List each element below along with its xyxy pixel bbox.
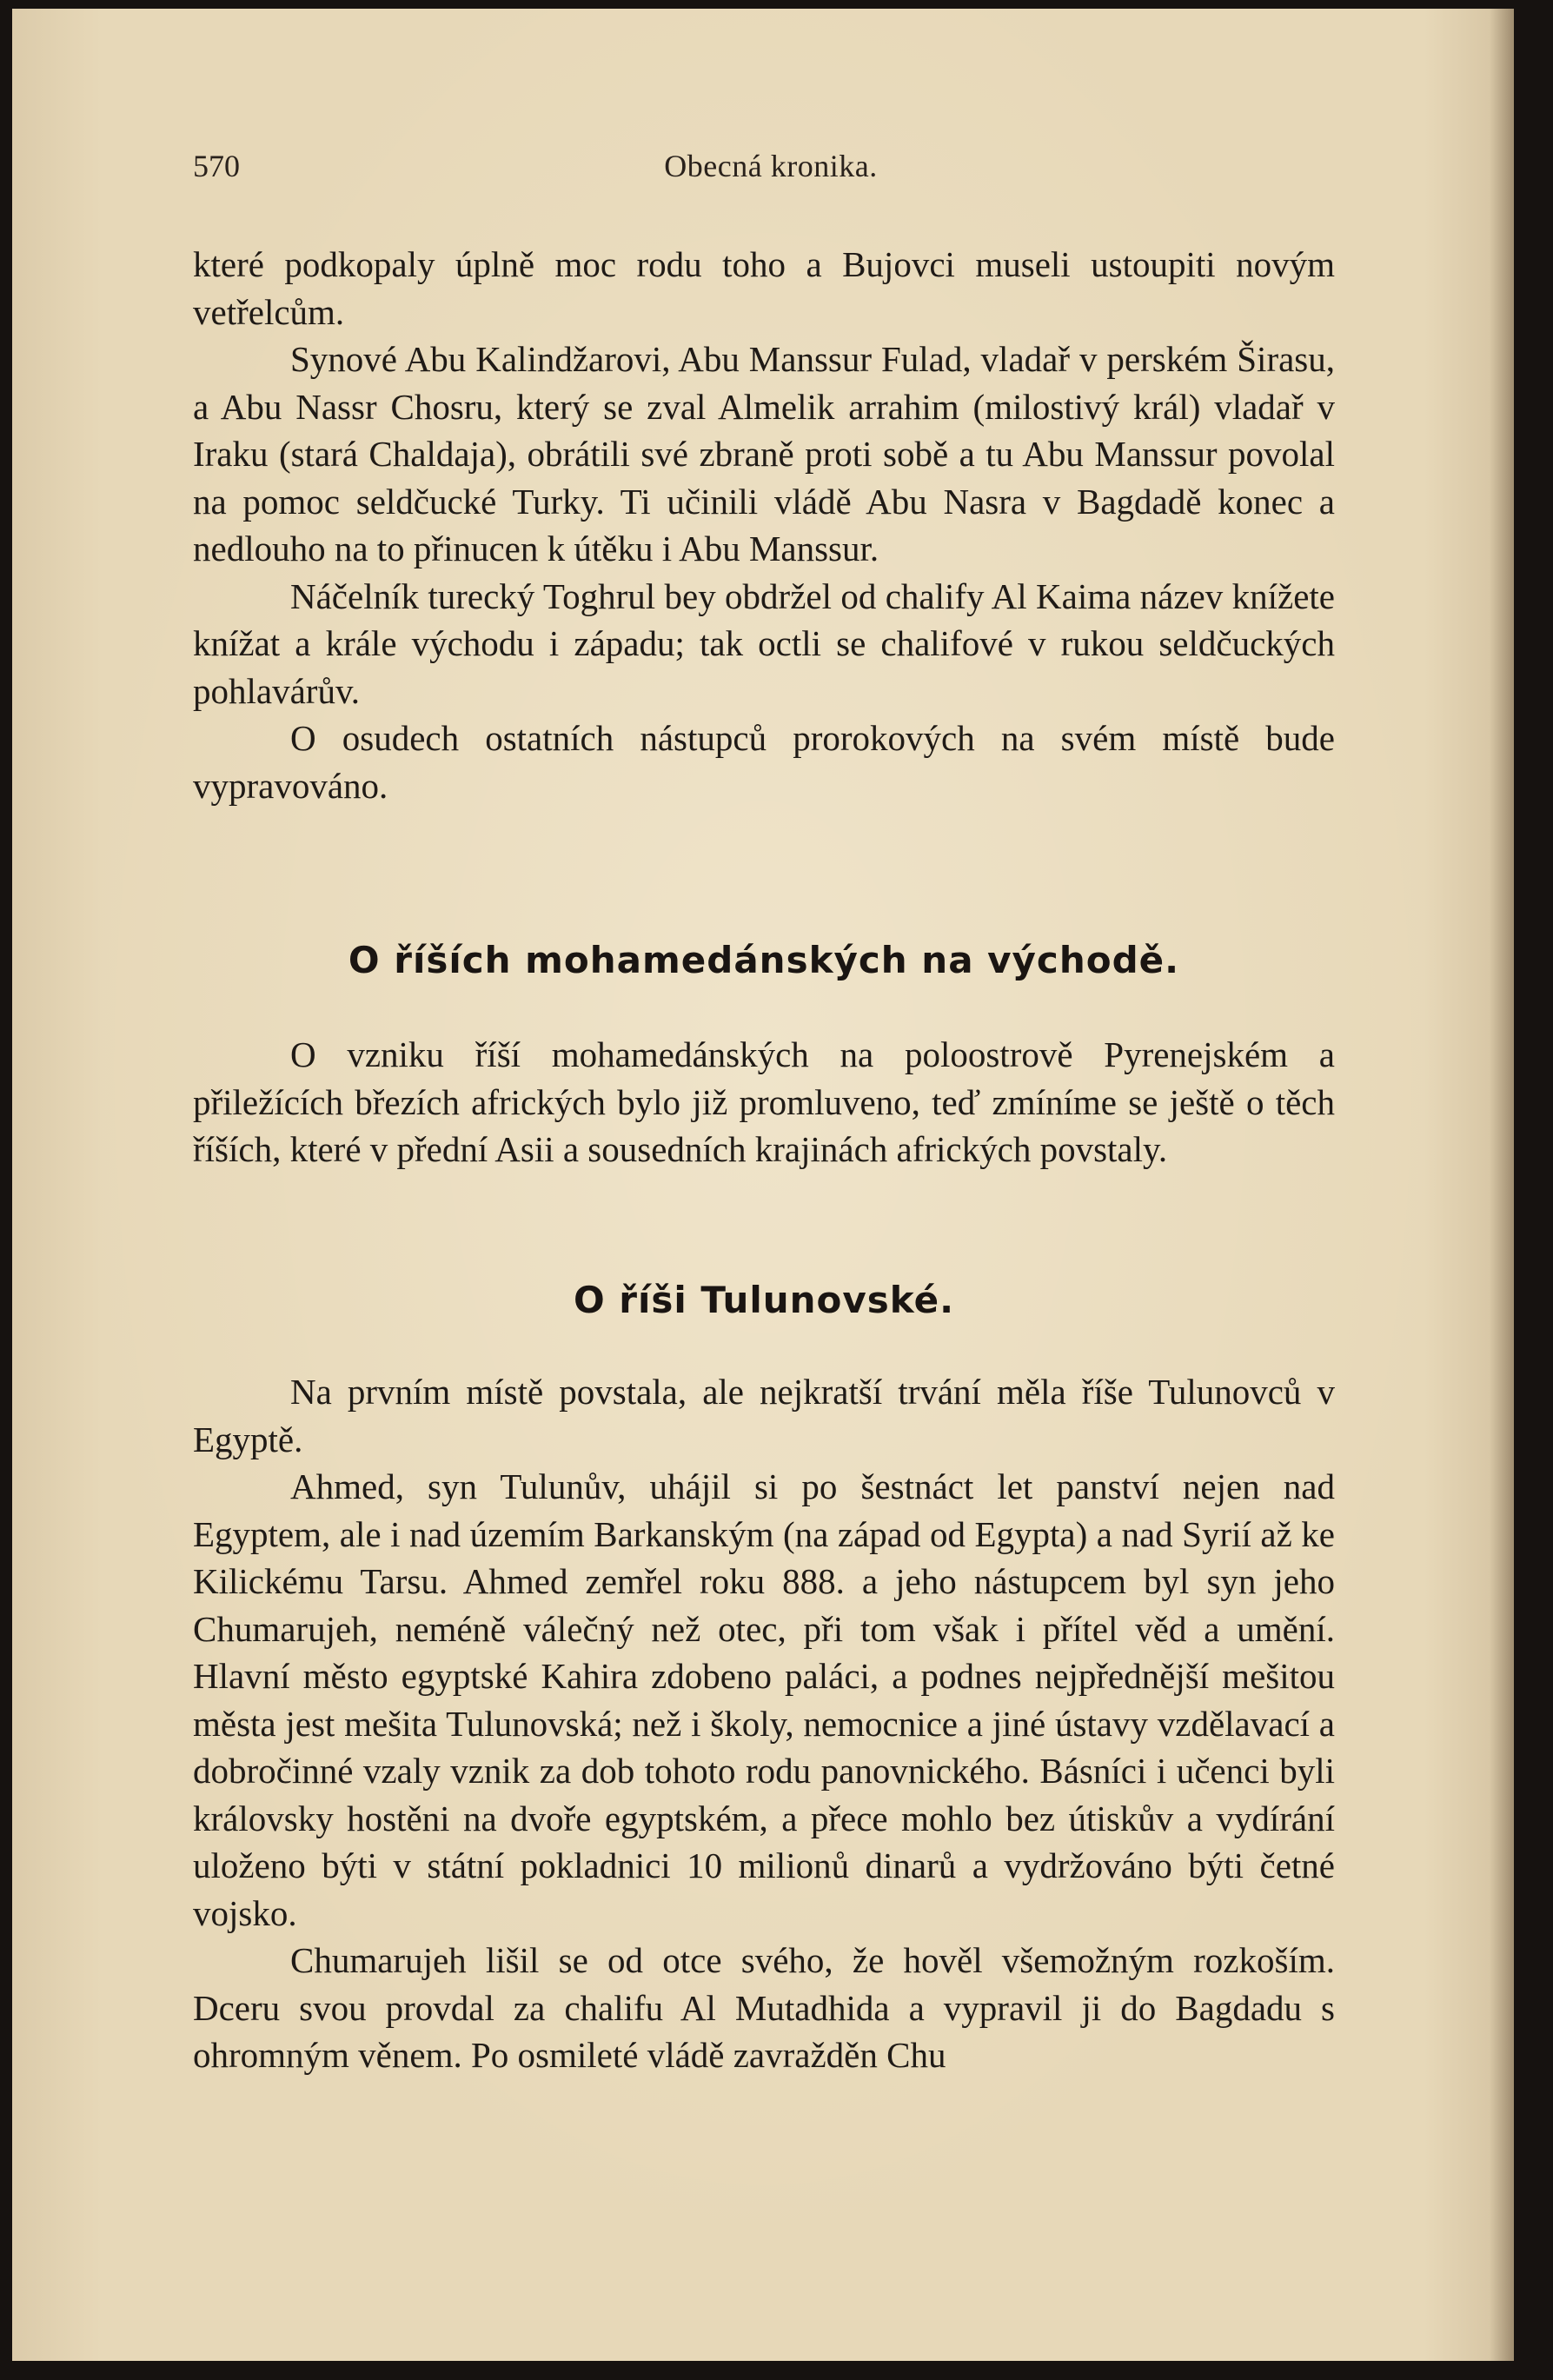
paragraph: Chumarujeh lišil se od otce svého, že hověl všemožným rozkoším. Dceru svou provdal za chalifu Al Mutadhida a vypravil ji do Bagdadu s ohromným věnem. Po osmileté vládě zavražděn Chu [193, 1940, 1335, 2075]
text-block-intro [193, 241, 1335, 809]
text-block-section-1 [193, 1031, 1335, 1173]
paragraph: Náčelník turecký Toghrul bey obdržel od chalify Al Kaima název knížete knížat a krále východu i západu; tak octli se chalifové v rukou seldčuckých pohlavárův. [193, 575, 1335, 711]
page-number: 570 [193, 149, 240, 183]
paragraph: O vzniku říší mohamedánských na poloostrově Pyrenejském a přiležících březích afrických bylo již promluveno, teď zmíníme se ještě o těch říších, které v přední Asii a sousedních krajinách afrických povstaly. [193, 1034, 1335, 1169]
paragraph: které podkopaly úplně moc rodu toho a Bujovci museli ustoupiti novým vetřelcům. [193, 244, 1335, 332]
page-gutter-shadow [1490, 9, 1514, 2361]
paragraph: Na prvním místě povstala, ale nejkratší trvání měla říše Tulunovců v Egyptě. [193, 1372, 1335, 1459]
paragraph: Synové Abu Kalindžarovi, Abu Manssur Fulad, vladař v perském Širasu, a Abu Nassr Chosru, který se zval Almelik arrahim (milostivý král) vladař v Iraku (stará Chaldaja), obrátili své zbraně proti sobě a tu Abu Manssur povolal na pomoc seldčucké Turky. Ti učinili vládě Abu Nasra v Bagdadě konec a nedlouho na to přinucen k útěku i Abu Manssur. [193, 339, 1335, 568]
paragraph: O osudech ostatních nástupců prorokových na svém místě bude vypravováno. [193, 718, 1335, 806]
page-header [193, 148, 1349, 191]
text-block-section-2 [193, 1368, 1335, 2079]
paragraph: Ahmed, syn Tulunův, uhájil si po šestnáct let panství nejen nad Egyptem, ale i nad územím Barkanským (na západ od Egypta) a nad Syrií až ke Kilickému Tarsu. Ahmed zemřel roku 888. a jeho nástupcem byl syn jeho Chumarujeh, neméně válečný než otec, při tom však i přítel věd a umění. Hlavní město egyptské Kahira zdobeno paláci, a podnes nejpřednější mešitou města jest mešita Tulunovská; než i školy, nemocnice a jiné ústavy vzdělavací a dobročinné vzaly vznik za dob tohoto rodu panovnického. Básníci i učenci byli královsky hostěni na dvoře egyptském, a přece mohlo bez útiskův a vydírání uloženo býti v státní pokladnici 10 milionů dinarů a vydržováno býti četné vojsko. [193, 1466, 1335, 1933]
section-heading: O říši Tulunovské. [573, 1279, 955, 1321]
section-heading: O říších mohamedánských na východě. [348, 939, 1180, 981]
running-title: Obecná kronika. [664, 149, 878, 183]
